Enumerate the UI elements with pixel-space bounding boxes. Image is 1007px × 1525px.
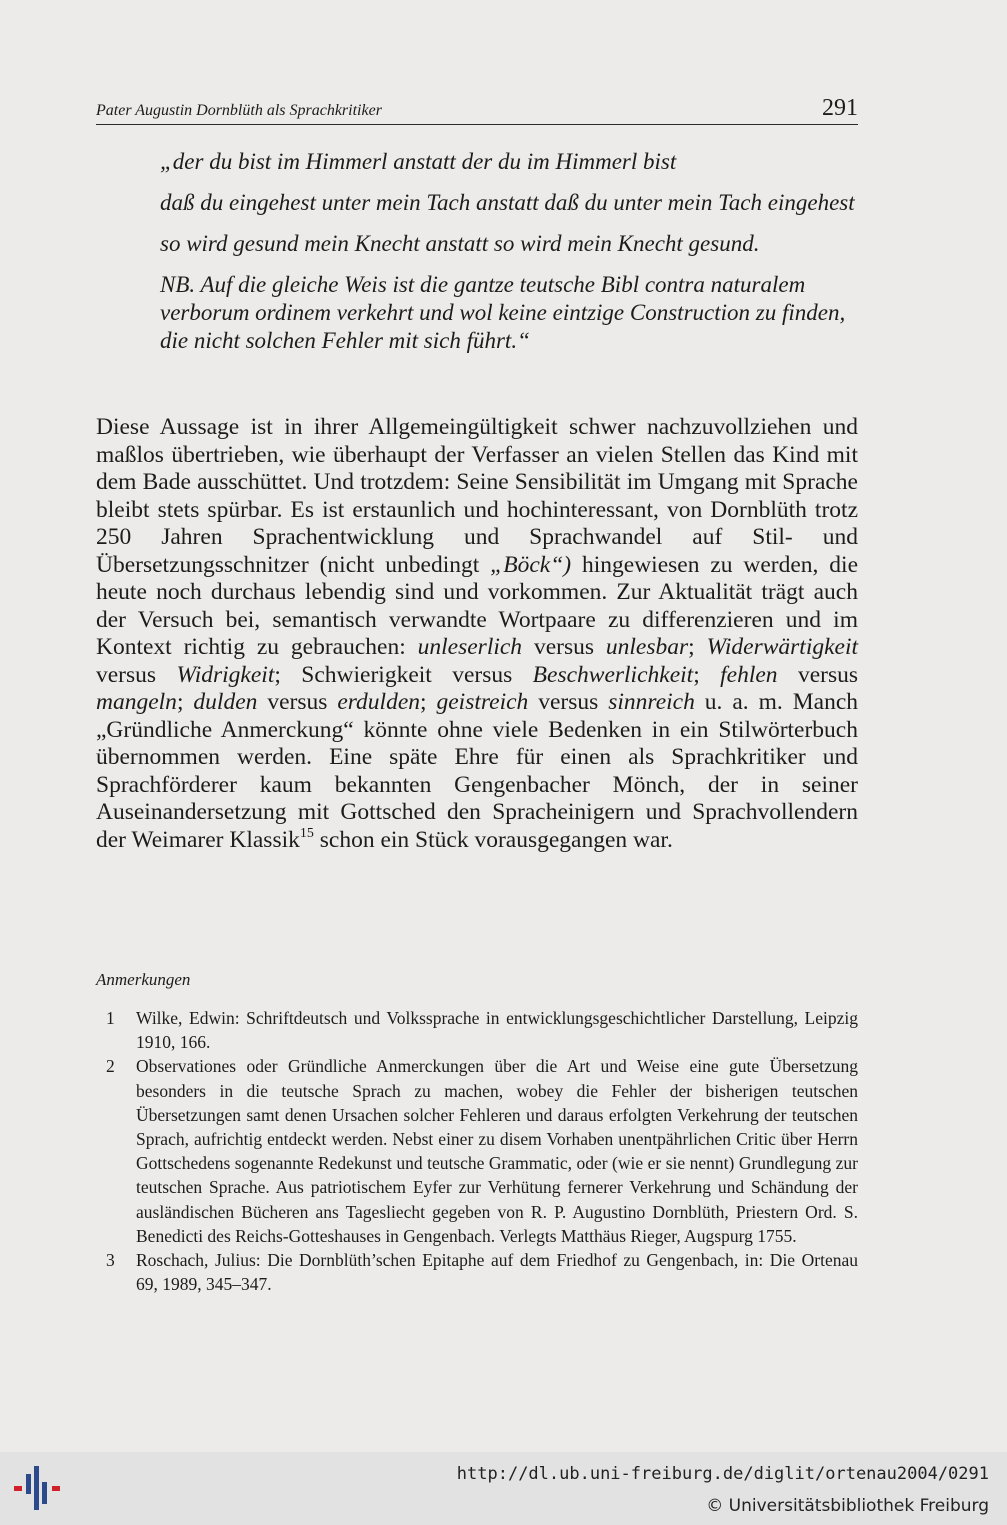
ub-freiburg-logo-icon[interactable] xyxy=(12,1462,64,1514)
text-run: ; xyxy=(420,689,437,715)
text-run: ; xyxy=(688,634,707,660)
emphasis: „Böck“) xyxy=(490,551,572,578)
quote-line: „der du bist im Himmerl anstatt der du im Himmerl bist xyxy=(160,149,677,174)
paragraph-text xyxy=(96,414,858,854)
text-run: Diese Aussage ist in ihrer Allgemeingültigkeit schwer nachzuvollziehen und maßlos übertrieben, wie überhaupt der Verfasser an vielen Stellen das Kind mit dem Bade ausschüttet. Und trotzdem: Seine Sensibilität im Umgang mit Sprache bleibt stets spürbar. Es ist erstaunlich und hochinteressant, von Dornblüth trotz 250 Jahren Sprachentwicklung und Sprachwandel auf Stil- und Übersetzungsschnitzer (nicht unbedingt xyxy=(96,414,858,578)
copyright-notice: © Universitätsbibliothek Freiburg xyxy=(706,1496,989,1516)
emphasis: geistreich xyxy=(436,689,529,715)
text-run: versus xyxy=(96,661,177,688)
note-item xyxy=(96,1006,858,1054)
document-url-link[interactable]: http://dl.ub.uni-freiburg.de/diglit/ortenau2004/0291 xyxy=(456,1464,989,1484)
note-text: Roschach, Julius: Die Dornblüth’schen Epitaphe auf dem Friedhof zu Gengenbach, in: Die Ortenau 69, 1989, 345–347. xyxy=(136,1250,858,1295)
running-title: Pater Augustin Dornblüth als Sprachkritiker xyxy=(96,102,382,119)
notes-list xyxy=(96,1006,858,1296)
text-run: versus xyxy=(522,634,606,660)
text-run: versus xyxy=(257,689,338,715)
note-number: 1 xyxy=(106,1008,115,1028)
footnote-reference[interactable]: 15 xyxy=(299,825,314,841)
note-text: Observationes oder Gründliche Anmerckungen über die Art und Weise eine gute Übersetzung besonders in die teutsche Sprach zu machen, wobey die Fehler der bisherigen teutschen Übersetzungen samt denen Ursachen solcher Fehleren und daraus erfolgten Verkehrung der teutschen Sprach, aufrichtig entdeckt werden. Nebst einer zu disem Vorhaben unentpährlichen Critic über Herrn Gottschedens sogenannte Redekunst und teutsche Grammatic, oder (wie er sie nennt) Grundlegung zur teutschen Sprache. Aus patriotischem Eyfer zur Verhütung fernerer Verkehrung und Schändung der ausländischen Bücheren ans Tagesliecht gegeben von R. P. Augustino Dornblüth, Priestern Ord. S. Benedicti des Reichs-Gotteshauses in Gengenbach. Verlegts Matthäus Rieger, Augspurg 1755. xyxy=(136,1056,858,1246)
notes-heading: Anmerkungen xyxy=(96,970,191,989)
page-number: 291 xyxy=(822,95,858,121)
quote-line: daß du eingehest unter mein Tach anstatt daß du unter mein Tach eingehest xyxy=(160,190,855,215)
running-header xyxy=(96,92,858,125)
note-number: 3 xyxy=(106,1250,115,1271)
body-paragraph xyxy=(96,414,858,854)
quote-line: so wird gesund mein Knecht anstatt so wird mein Knecht gesund. xyxy=(160,231,760,256)
note-number: 2 xyxy=(106,1056,115,1077)
emphasis: fehlen xyxy=(720,661,778,688)
emphasis: mangeln xyxy=(96,689,177,715)
emphasis: unleserlich xyxy=(417,634,523,660)
emphasis: unlesbar xyxy=(605,634,689,660)
note-item xyxy=(96,1054,858,1248)
block-quote xyxy=(160,148,860,368)
emphasis: Beschwerlichkeit xyxy=(532,661,694,688)
text-run: u. a. m. Manch „Gründliche Anmerckung“ könnte ohne viele Bedenken in ein Stilwörterbuch übernommen werden. Eine späte Ehre für einen als Sprachkritiker und Sprachförderer kaum bekannten Gengenbacher Mönch, der in seiner Auseinandersetzung mit Gottsched den Spracheinigern und Sprachvollendern der Weimarer Klassik xyxy=(96,689,858,853)
text-run: hingewiesen zu werden, die heute noch durchaus lebendig sind und vorkommen. Zur Aktualität trägt auch der Versuch bei, semantisch verwandte Wortpaare zu differenzieren und im Kontext richtig zu gebrauchen: xyxy=(96,551,859,660)
text-run: ; xyxy=(693,661,721,688)
viewer-footer xyxy=(0,1452,1007,1525)
emphasis: dulden xyxy=(193,689,258,715)
text-run: schon ein Stück vorausgegangen war. xyxy=(313,826,673,853)
emphasis: erdulden xyxy=(337,689,421,715)
emphasis: sinnreich xyxy=(608,689,695,715)
emphasis: Widrigkeit xyxy=(176,661,275,688)
text-run: ; xyxy=(176,689,194,715)
quote-line: NB. Auf die gleiche Weis ist die gantze teutsche Bibl contra naturalem verborum ordinem verkehrt und wol keine eintzige Construction zu finden, die nicht solchen Fehler mit sich führt.“ xyxy=(160,272,846,353)
text-run: versus xyxy=(777,661,859,688)
note-text: Wilke, Edwin: Schriftdeutsch und Volkssprache in entwicklungsgeschichtlicher Darstellung, Leipzig 1910, 166. xyxy=(136,1008,858,1053)
emphasis: Widerwärtigkeit xyxy=(706,634,859,660)
text-run: ; Schwierigkeit versus xyxy=(274,661,533,688)
note-item xyxy=(96,1248,858,1296)
text-run: versus xyxy=(528,689,609,715)
